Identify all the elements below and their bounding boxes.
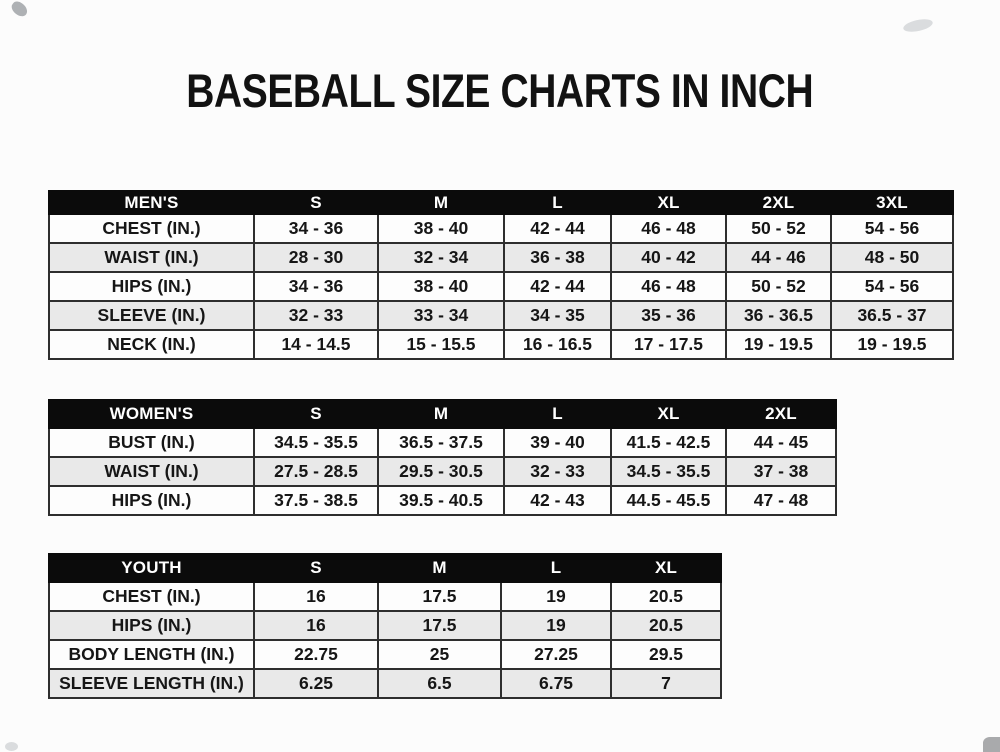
- size-value-cell: 36 - 38: [504, 243, 611, 272]
- table-row: [49, 611, 721, 640]
- row-label: BODY LENGTH (IN.): [49, 640, 254, 669]
- table-row: [49, 301, 953, 330]
- row-label: CHEST (IN.): [49, 582, 254, 611]
- header-row: [49, 400, 836, 428]
- size-value-cell: 37 - 38: [726, 457, 836, 486]
- row-label: HIPS (IN.): [49, 272, 254, 301]
- size-value-cell: 50 - 52: [726, 214, 831, 243]
- size-value-cell: 6.5: [378, 669, 501, 698]
- size-value-cell: 44 - 46: [726, 243, 831, 272]
- row-label: SLEEVE LENGTH (IN.): [49, 669, 254, 698]
- header-row: [49, 191, 953, 214]
- size-column-header: L: [501, 554, 611, 582]
- size-value-cell: 34 - 36: [254, 272, 378, 301]
- table-row: [49, 243, 953, 272]
- row-label: WAIST (IN.): [49, 457, 254, 486]
- size-column-header: 2XL: [726, 400, 836, 428]
- size-value-cell: 34.5 - 35.5: [254, 428, 378, 457]
- size-value-cell: 47 - 48: [726, 486, 836, 515]
- size-value-cell: 36.5 - 37.5: [378, 428, 504, 457]
- size-value-cell: 46 - 48: [611, 214, 726, 243]
- row-label: SLEEVE (IN.): [49, 301, 254, 330]
- size-value-cell: 38 - 40: [378, 272, 504, 301]
- size-value-cell: 17.5: [378, 611, 501, 640]
- group-header: MEN'S: [49, 191, 254, 214]
- group-header: YOUTH: [49, 554, 254, 582]
- size-value-cell: 25: [378, 640, 501, 669]
- size-value-cell: 17 - 17.5: [611, 330, 726, 359]
- size-value-cell: 19: [501, 582, 611, 611]
- size-value-cell: 27.25: [501, 640, 611, 669]
- size-value-cell: 16: [254, 611, 378, 640]
- size-column-header: 2XL: [726, 191, 831, 214]
- scan-artifact-top-right: [902, 17, 934, 34]
- scan-artifact-bottom-right: [983, 737, 1000, 752]
- size-value-cell: 6.25: [254, 669, 378, 698]
- size-value-cell: 36.5 - 37: [831, 301, 953, 330]
- table-row: [49, 330, 953, 359]
- size-value-cell: 34 - 35: [504, 301, 611, 330]
- size-column-header: S: [254, 554, 378, 582]
- size-column-header: L: [504, 400, 611, 428]
- size-value-cell: 7: [611, 669, 721, 698]
- page-title-text: BASEBALL SIZE CHARTS IN INCH: [186, 64, 814, 117]
- size-value-cell: 17.5: [378, 582, 501, 611]
- header-row: [49, 554, 721, 582]
- row-label: BUST (IN.): [49, 428, 254, 457]
- size-value-cell: 39.5 - 40.5: [378, 486, 504, 515]
- size-value-cell: 41.5 - 42.5: [611, 428, 726, 457]
- size-value-cell: 19 - 19.5: [726, 330, 831, 359]
- size-value-cell: 36 - 36.5: [726, 301, 831, 330]
- size-value-cell: 46 - 48: [611, 272, 726, 301]
- size-value-cell: 28 - 30: [254, 243, 378, 272]
- size-value-cell: 50 - 52: [726, 272, 831, 301]
- row-label: HIPS (IN.): [49, 486, 254, 515]
- size-value-cell: 35 - 36: [611, 301, 726, 330]
- row-label: NECK (IN.): [49, 330, 254, 359]
- size-value-cell: 37.5 - 38.5: [254, 486, 378, 515]
- size-value-cell: 16: [254, 582, 378, 611]
- size-column-header: M: [378, 554, 501, 582]
- size-column-header: XL: [611, 191, 726, 214]
- table-row: [49, 582, 721, 611]
- size-value-cell: 40 - 42: [611, 243, 726, 272]
- table-row: [49, 457, 836, 486]
- size-column-header: M: [378, 191, 504, 214]
- table-row: [49, 214, 953, 243]
- size-value-cell: 38 - 40: [378, 214, 504, 243]
- row-label: WAIST (IN.): [49, 243, 254, 272]
- size-value-cell: 54 - 56: [831, 214, 953, 243]
- table-row: [49, 640, 721, 669]
- size-value-cell: 39 - 40: [504, 428, 611, 457]
- size-value-cell: 15 - 15.5: [378, 330, 504, 359]
- size-column-header: XL: [611, 400, 726, 428]
- size-value-cell: 20.5: [611, 582, 721, 611]
- size-value-cell: 32 - 33: [504, 457, 611, 486]
- size-value-cell: 42 - 44: [504, 272, 611, 301]
- size-column-header: S: [254, 400, 378, 428]
- group-header: WOMEN'S: [49, 400, 254, 428]
- size-value-cell: 54 - 56: [831, 272, 953, 301]
- size-value-cell: 20.5: [611, 611, 721, 640]
- size-value-cell: 19 - 19.5: [831, 330, 953, 359]
- size-value-cell: 32 - 33: [254, 301, 378, 330]
- size-column-header: 3XL: [831, 191, 953, 214]
- scan-artifact-top-left: [9, 0, 30, 19]
- size-value-cell: 19: [501, 611, 611, 640]
- row-label: CHEST (IN.): [49, 214, 254, 243]
- size-value-cell: 29.5 - 30.5: [378, 457, 504, 486]
- size-value-cell: 14 - 14.5: [254, 330, 378, 359]
- mens-size-table: [48, 190, 954, 360]
- size-value-cell: 33 - 34: [378, 301, 504, 330]
- scan-artifact-bottom-left: [5, 742, 18, 751]
- size-column-header: L: [504, 191, 611, 214]
- row-label: HIPS (IN.): [49, 611, 254, 640]
- page-title: [0, 66, 1000, 116]
- table-row: [49, 669, 721, 698]
- size-value-cell: 42 - 44: [504, 214, 611, 243]
- size-value-cell: 29.5: [611, 640, 721, 669]
- table-row: [49, 486, 836, 515]
- youth-size-table: [48, 553, 722, 699]
- size-value-cell: 16 - 16.5: [504, 330, 611, 359]
- table-row: [49, 428, 836, 457]
- size-value-cell: 32 - 34: [378, 243, 504, 272]
- size-value-cell: 42 - 43: [504, 486, 611, 515]
- size-column-header: M: [378, 400, 504, 428]
- womens-size-table: [48, 399, 837, 516]
- size-column-header: S: [254, 191, 378, 214]
- size-value-cell: 48 - 50: [831, 243, 953, 272]
- size-value-cell: 27.5 - 28.5: [254, 457, 378, 486]
- table-row: [49, 272, 953, 301]
- size-column-header: XL: [611, 554, 721, 582]
- size-value-cell: 44 - 45: [726, 428, 836, 457]
- size-value-cell: 6.75: [501, 669, 611, 698]
- size-value-cell: 44.5 - 45.5: [611, 486, 726, 515]
- size-value-cell: 34 - 36: [254, 214, 378, 243]
- size-value-cell: 34.5 - 35.5: [611, 457, 726, 486]
- size-value-cell: 22.75: [254, 640, 378, 669]
